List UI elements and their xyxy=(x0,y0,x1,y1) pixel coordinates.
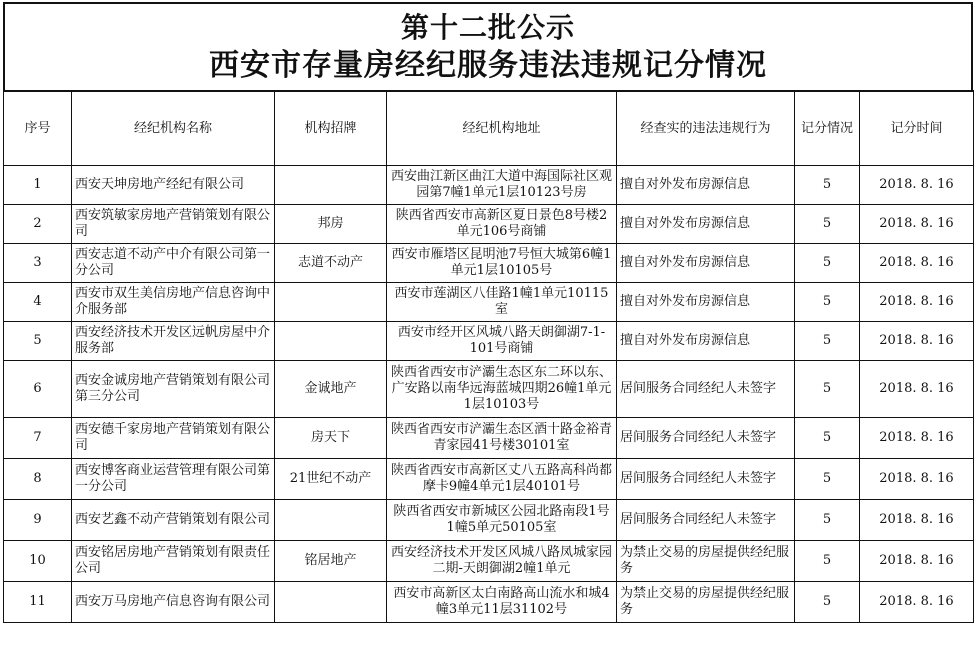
cell-agency-name: 西安天坤房地产经纪有限公司 xyxy=(72,166,275,205)
cell-date: 2018. 8. 16 xyxy=(860,459,974,500)
cell-violation: 居间服务合同经纪人未签字 xyxy=(617,500,795,541)
cell-no: 1 xyxy=(4,166,72,205)
cell-violation: 为禁止交易的房屋提供经纪服务 xyxy=(617,541,795,582)
cell-date: 2018. 8. 16 xyxy=(860,322,974,361)
cell-agency-name: 西安万马房地产信息咨询有限公司 xyxy=(72,582,275,623)
batch-title: 第十二批公示 xyxy=(400,11,575,44)
cell-date: 2018. 8. 16 xyxy=(860,541,974,582)
cell-agency-name: 西安筑敏家房地产营销策划有限公司 xyxy=(72,205,275,244)
header-no: 序号 xyxy=(4,91,72,166)
cell-points: 5 xyxy=(795,244,860,283)
cell-address: 西安市高新区太白南路高山流水和城4幢3单元11层31102号 xyxy=(387,582,617,623)
cell-violation: 居间服务合同经纪人未签字 xyxy=(617,418,795,459)
cell-no: 6 xyxy=(4,361,72,418)
cell-no: 3 xyxy=(4,244,72,283)
cell-violation: 居间服务合同经纪人未签字 xyxy=(617,459,795,500)
cell-no: 10 xyxy=(4,541,72,582)
cell-brand xyxy=(275,582,387,623)
cell-date: 2018. 8. 16 xyxy=(860,582,974,623)
cell-brand: 志道不动产 xyxy=(275,244,387,283)
table-row xyxy=(4,166,974,205)
cell-brand xyxy=(275,166,387,205)
cell-no: 5 xyxy=(4,322,72,361)
cell-address: 陕西省西安市浐灞生态区东二环以东、广安路以南华远海蓝城四期26幢1单元1层10103号 xyxy=(387,361,617,418)
report-title: 西安市存量房经纪服务违法违规记分情况 xyxy=(209,48,767,83)
table-row xyxy=(4,244,974,283)
cell-no: 11 xyxy=(4,582,72,623)
cell-agency-name: 西安艺鑫不动产营销策划有限公司 xyxy=(72,500,275,541)
cell-points: 5 xyxy=(795,205,860,244)
cell-brand xyxy=(275,500,387,541)
cell-points: 5 xyxy=(795,459,860,500)
cell-brand: 铭居地产 xyxy=(275,541,387,582)
table-row xyxy=(4,361,974,418)
violation-table xyxy=(3,90,974,623)
cell-date: 2018. 8. 16 xyxy=(860,500,974,541)
table-row xyxy=(4,322,974,361)
header-address: 经纪机构地址 xyxy=(387,91,617,166)
cell-address: 西安经济技术开发区风城八路凤城家园二期-天朗御湖2幢1单元 xyxy=(387,541,617,582)
cell-date: 2018. 8. 16 xyxy=(860,283,974,322)
cell-address: 陕西省西安市高新区丈八五路高科尚都摩卡9幢4单元1层40101号 xyxy=(387,459,617,500)
cell-address: 陕西省西安市高新区夏日景色8号楼2单元106号商铺 xyxy=(387,205,617,244)
cell-address: 西安曲江新区曲江大道中海国际社区观园第7幢1单元1层10123号房 xyxy=(387,166,617,205)
cell-points: 5 xyxy=(795,418,860,459)
cell-violation: 为禁止交易的房屋提供经纪服务 xyxy=(617,582,795,623)
cell-violation: 擅自对外发布房源信息 xyxy=(617,283,795,322)
cell-agency-name: 西安德千家房地产营销策划有限公司 xyxy=(72,418,275,459)
table-row xyxy=(4,541,974,582)
header-date: 记分时间 xyxy=(860,91,974,166)
cell-date: 2018. 8. 16 xyxy=(860,361,974,418)
table-row xyxy=(4,418,974,459)
cell-brand: 21世纪不动产 xyxy=(275,459,387,500)
cell-date: 2018. 8. 16 xyxy=(860,205,974,244)
cell-no: 8 xyxy=(4,459,72,500)
cell-points: 5 xyxy=(795,582,860,623)
table-row xyxy=(4,283,974,322)
cell-address: 西安市莲湖区八佳路1幢1单元10115室 xyxy=(387,283,617,322)
table-row xyxy=(4,205,974,244)
title-block xyxy=(3,2,973,90)
cell-no: 9 xyxy=(4,500,72,541)
table-row xyxy=(4,459,974,500)
cell-points: 5 xyxy=(795,283,860,322)
cell-violation: 擅自对外发布房源信息 xyxy=(617,244,795,283)
cell-brand xyxy=(275,322,387,361)
cell-no: 2 xyxy=(4,205,72,244)
cell-points: 5 xyxy=(795,541,860,582)
cell-date: 2018. 8. 16 xyxy=(860,166,974,205)
cell-brand: 房天下 xyxy=(275,418,387,459)
cell-brand: 金诚地产 xyxy=(275,361,387,418)
cell-agency-name: 西安博客商业运营管理有限公司第一分公司 xyxy=(72,459,275,500)
cell-brand xyxy=(275,283,387,322)
cell-points: 5 xyxy=(795,166,860,205)
cell-address: 陕西省西安市新城区公园北路南段1号1幢5单元50105室 xyxy=(387,500,617,541)
table-row xyxy=(4,582,974,623)
cell-agency-name: 西安铭居房地产营销策划有限责任公司 xyxy=(72,541,275,582)
cell-violation: 居间服务合同经纪人未签字 xyxy=(617,361,795,418)
cell-agency-name: 西安金诚房地产营销策划有限公司第三分公司 xyxy=(72,361,275,418)
cell-address: 西安市雁塔区昆明池7号恒大城第6幢1单元1层10105号 xyxy=(387,244,617,283)
cell-agency-name: 西安志道不动产中介有限公司第一分公司 xyxy=(72,244,275,283)
cell-date: 2018. 8. 16 xyxy=(860,244,974,283)
cell-no: 4 xyxy=(4,283,72,322)
cell-violation: 擅自对外发布房源信息 xyxy=(617,205,795,244)
cell-brand: 邦房 xyxy=(275,205,387,244)
cell-points: 5 xyxy=(795,322,860,361)
header-row xyxy=(4,91,974,166)
header-agency-name: 经纪机构名称 xyxy=(72,91,275,166)
disclosure-sheet xyxy=(3,2,973,623)
cell-violation: 擅自对外发布房源信息 xyxy=(617,166,795,205)
cell-date: 2018. 8. 16 xyxy=(860,418,974,459)
cell-points: 5 xyxy=(795,361,860,418)
cell-agency-name: 西安经济技术开发区远帆房屋中介服务部 xyxy=(72,322,275,361)
cell-address: 西安市经开区风城八路天朗御湖7-1-101号商铺 xyxy=(387,322,617,361)
header-brand: 机构招牌 xyxy=(275,91,387,166)
header-points: 记分情况 xyxy=(795,91,860,166)
cell-agency-name: 西安市双生美信房地产信息咨询中介服务部 xyxy=(72,283,275,322)
cell-address: 陕西省西安市浐灞生态区酒十路金裕青青家园41号楼30101室 xyxy=(387,418,617,459)
cell-points: 5 xyxy=(795,500,860,541)
header-violation: 经查实的违法违规行为 xyxy=(617,91,795,166)
cell-violation: 擅自对外发布房源信息 xyxy=(617,322,795,361)
table-row xyxy=(4,500,974,541)
cell-no: 7 xyxy=(4,418,72,459)
